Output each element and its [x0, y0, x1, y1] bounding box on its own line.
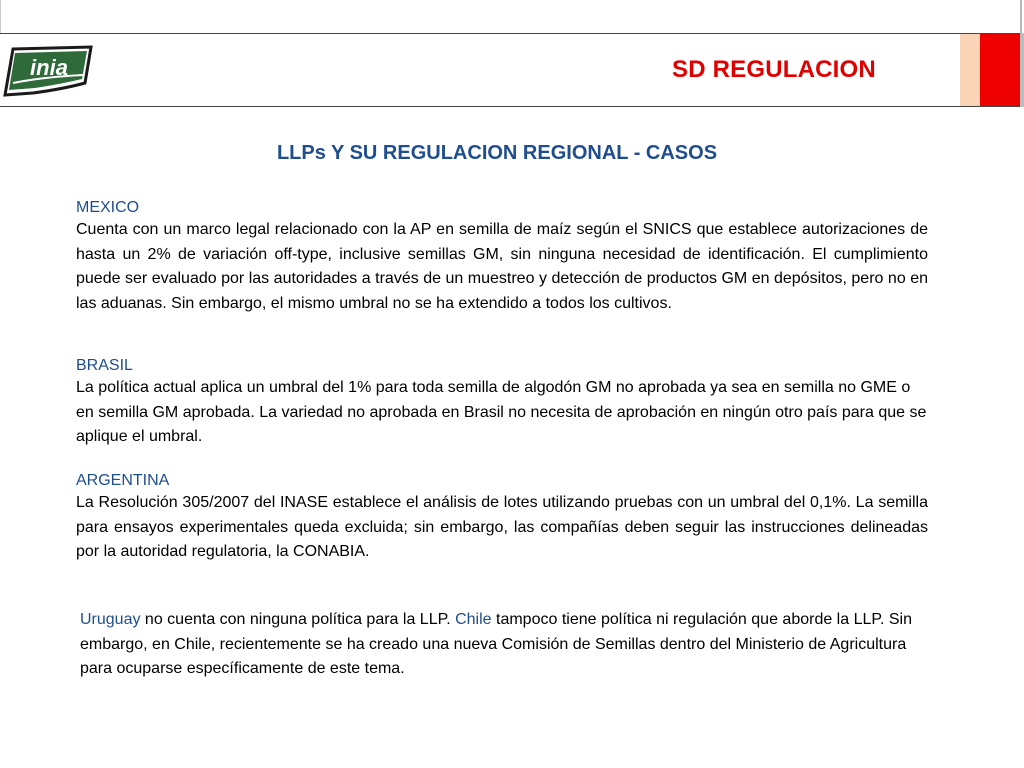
header-band	[0, 33, 1020, 107]
slide-heading: LLPs Y SU REGULACION REGIONAL - CASOS	[276, 142, 718, 164]
note-text-2: tampoco tiene política ni regulación que aborde la LLP. Sin embargo, en Chile, recientemente se ha creado una nueva Comisión de Semillas dentro del Ministerio de Agricultura para ocuparse específicamente de este tema.	[80, 611, 912, 677]
section-country-label: ARGENTINA	[76, 472, 170, 489]
logo-text: inia	[30, 55, 68, 80]
section-country-label: MEXICO	[76, 199, 140, 216]
section-brasil	[76, 356, 928, 450]
section-body: Cuenta con un marco legal relacionado con la AP en semilla de maíz según el SNICS que establece autorizaciones de hasta un 2% de variación off-type, inclusive semillas GM, sin ninguna necesidad de identificación. El cumplimiento puede ser evaluado por las autoridades a través de un muestreo y detección de productos GM en depósitos, pero no en las aduanas. Sin embargo, el mismo umbral no se ha extendido a todos los cultivos.	[76, 221, 928, 312]
section-country-label: BRASIL	[76, 357, 133, 374]
header-title: SD REGULACION	[672, 56, 876, 83]
section-body: La Resolución 305/2007 del INASE establece el análisis de lotes utilizando pruebas con un umbral del 0,1%. La semilla para ensayos experimentales queda excluida; sin embargo, las compañías deben seguir las instrucciones delineadas por la autoridad regulatoria, la CONABIA.	[76, 494, 928, 560]
note-country-chile: Chile	[455, 611, 492, 628]
header-accent-red	[980, 34, 1020, 106]
section-mexico	[76, 198, 928, 316]
note-country-uruguay: Uruguay	[80, 611, 141, 628]
closing-note	[80, 608, 930, 682]
inia-logo-icon	[3, 43, 93, 97]
section-argentina	[76, 471, 928, 565]
top-strip	[0, 0, 1024, 33]
note-text-1: no cuenta con ninguna política para la LLP.	[140, 611, 456, 628]
top-strip-left-border	[0, 0, 1, 33]
header-accent-light	[960, 34, 980, 106]
header-accent-shadow	[1020, 33, 1024, 107]
section-body: La política actual aplica un umbral del 1% para toda semilla de algodón GM no aprobada ya sea en semilla no GME o en semilla GM aprobada. La variedad no aprobada en Brasil no necesita de aprobación en ningún otro país para que se aplique el umbral.	[76, 379, 927, 445]
top-strip-right-border	[1020, 0, 1022, 33]
inia-logo	[3, 43, 93, 97]
